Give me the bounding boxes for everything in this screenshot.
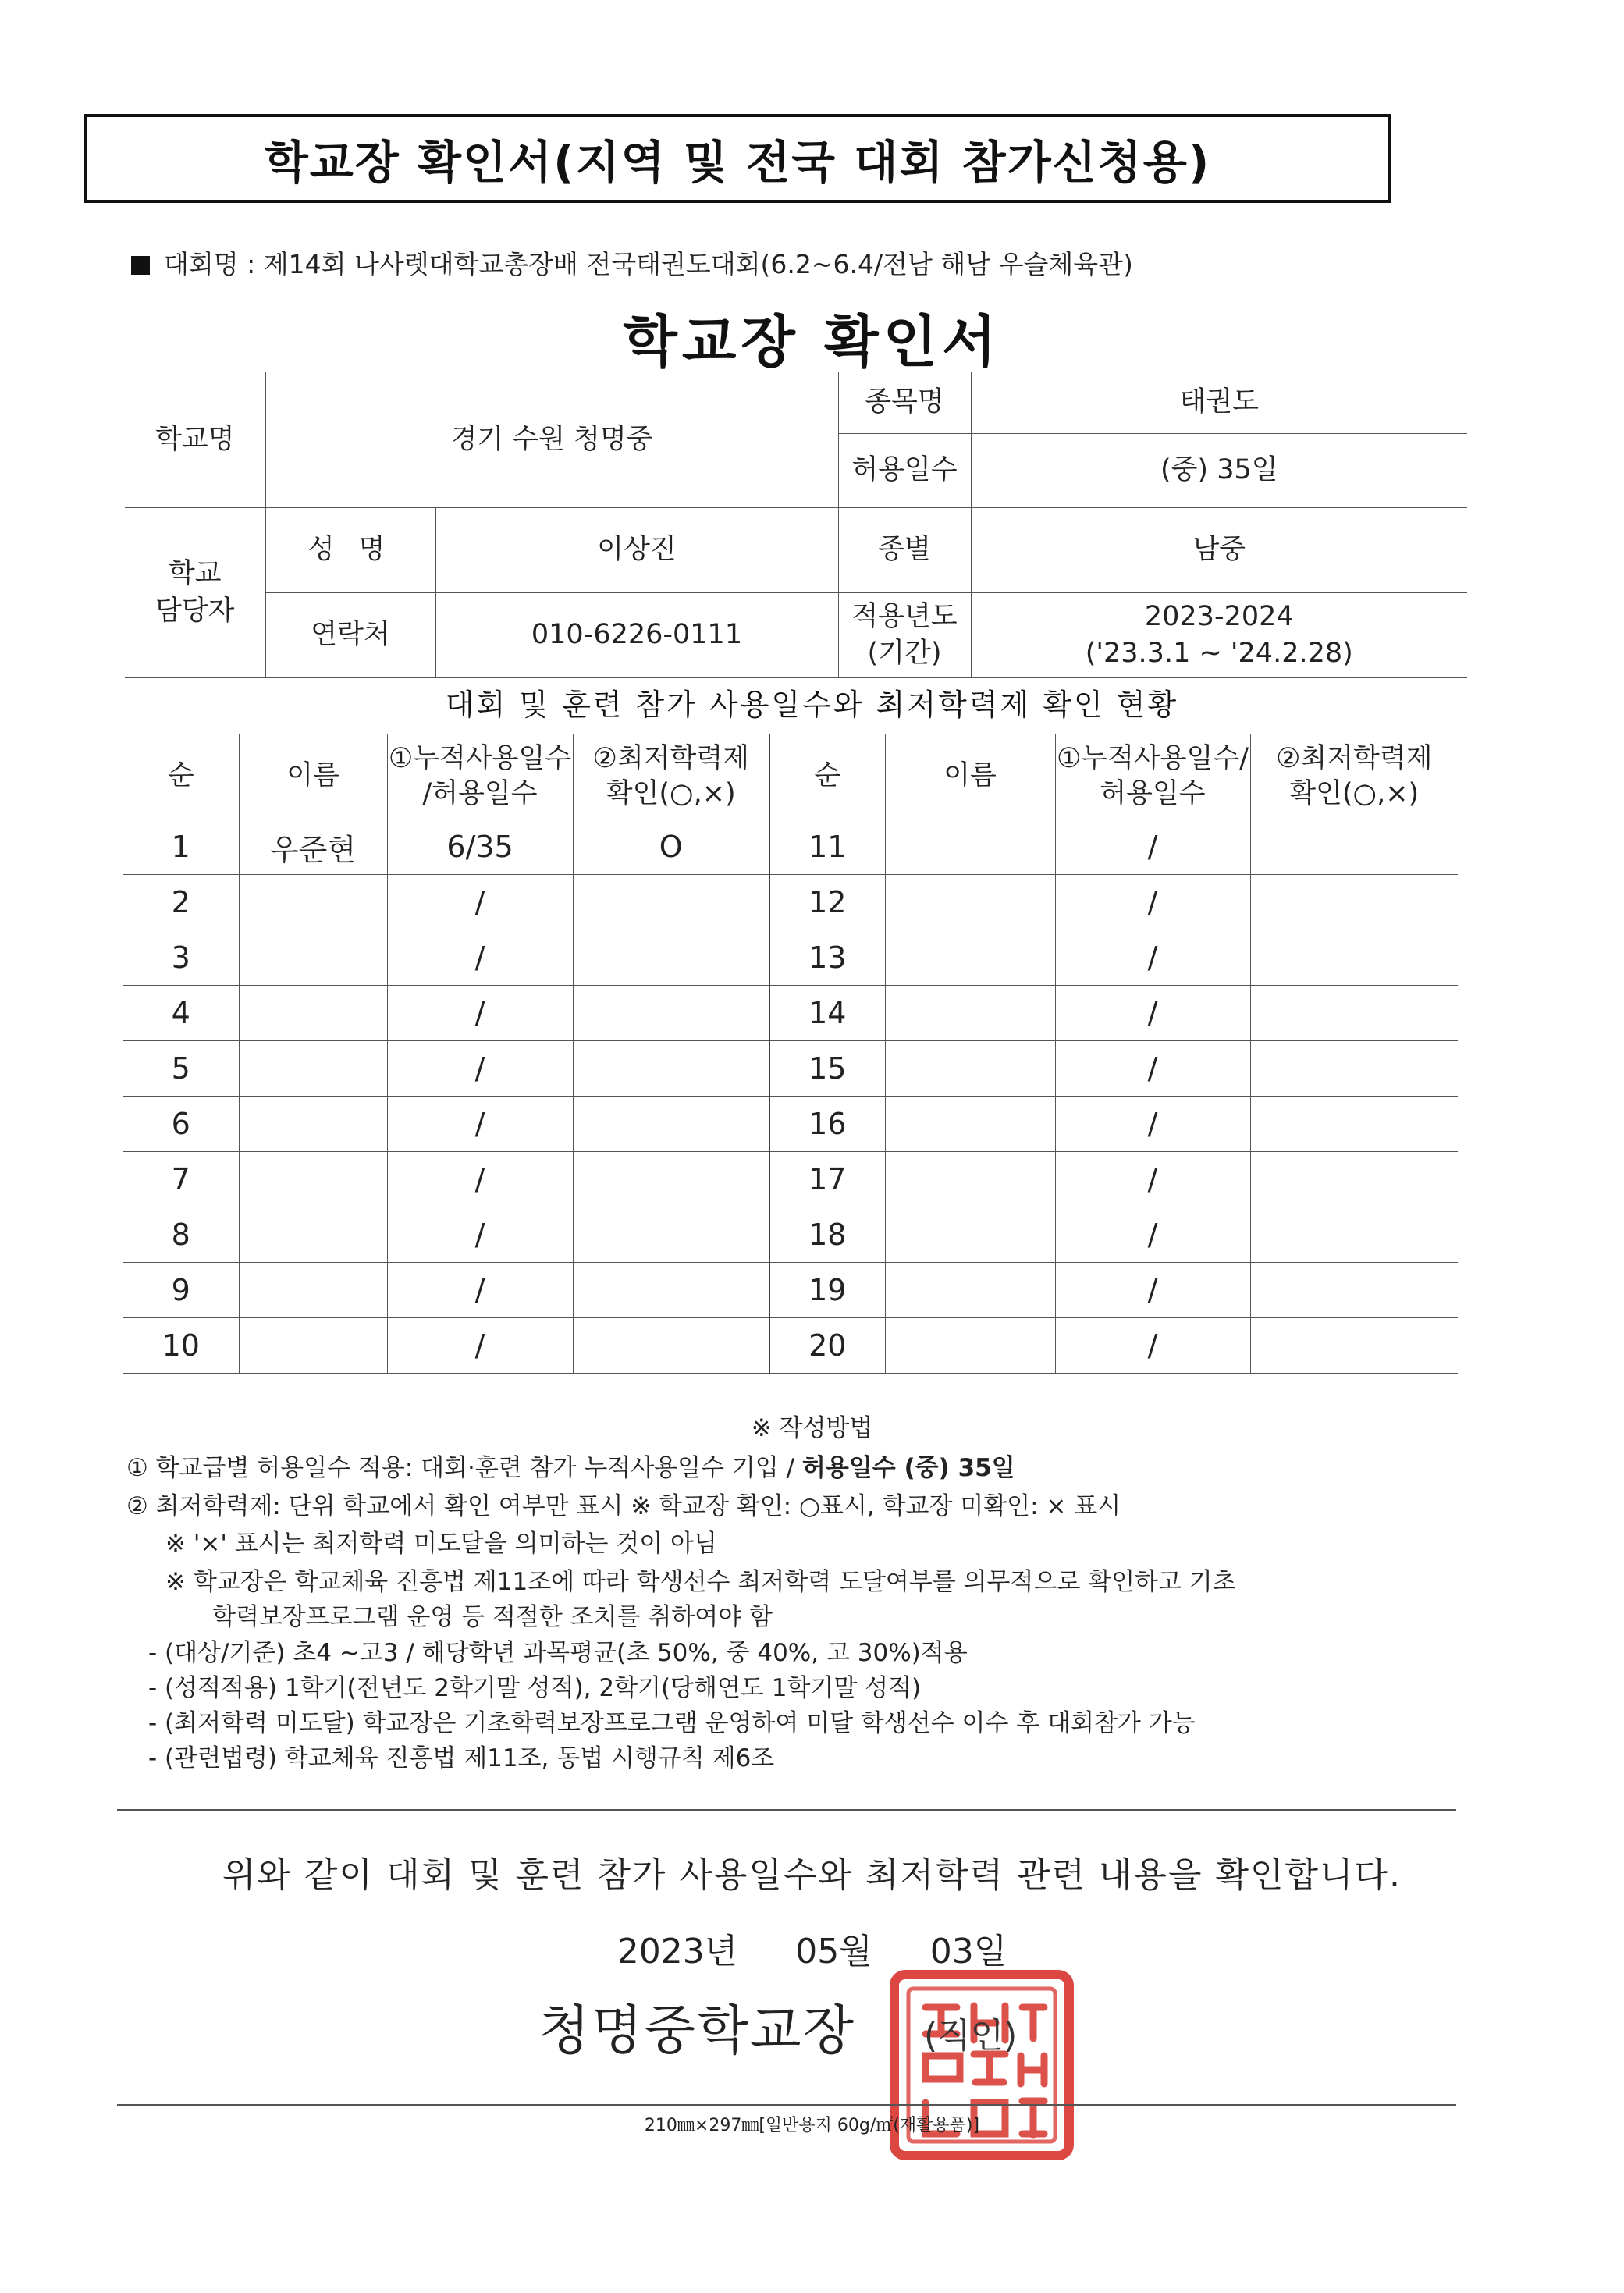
record-days-left: / [387, 875, 573, 930]
date-month: 05월 [795, 1932, 872, 1971]
header-no-left: 순 [123, 734, 239, 819]
record-name-left [239, 1207, 387, 1263]
square-bullet-icon [131, 256, 150, 275]
record-name-right [885, 1207, 1055, 1263]
division-label: 종별 [838, 508, 971, 593]
record-name-right [885, 1263, 1055, 1318]
header-name-left: 이름 [239, 734, 387, 819]
record-days-left: 6/35 [387, 819, 573, 875]
table-row [123, 986, 1458, 1041]
record-no-left: 9 [123, 1263, 239, 1318]
header-no-right: 순 [769, 734, 885, 819]
school-info-table [125, 372, 1467, 678]
record-no-left: 5 [123, 1041, 239, 1097]
instruction-note-1: ※ '×' 표시는 최저학력 미도달을 의미하는 것이 아님 [165, 1530, 717, 1558]
record-no-left: 6 [123, 1097, 239, 1152]
period-label: 적용년도 (기간) [838, 593, 971, 678]
record-no-right: 15 [769, 1041, 885, 1097]
table-row [123, 930, 1458, 986]
paper-spec: 210㎜×297㎜[일반용지 60g/㎡(재활용품)] [644, 2116, 980, 2135]
allowed-days-value: (중) 35일 [971, 434, 1467, 508]
record-name-left [239, 1263, 387, 1318]
seal-note: (직인) [924, 2016, 1018, 2056]
record-days-right: / [1055, 986, 1250, 1041]
record-no-right: 11 [769, 819, 885, 875]
record-check-left [573, 1041, 769, 1097]
record-no-right: 18 [769, 1207, 885, 1263]
record-check-left [573, 1097, 769, 1152]
record-no-left: 8 [123, 1207, 239, 1263]
event-name-line [131, 244, 1133, 281]
record-no-left: 1 [123, 819, 239, 875]
confirmation-statement: 위와 같이 대회 및 훈련 참가 사용일수와 최저학력 관련 내용을 확인합니다. [222, 1855, 1402, 1895]
record-name-left [239, 875, 387, 930]
record-no-left: 10 [123, 1318, 239, 1374]
record-no-right: 19 [769, 1263, 885, 1318]
date-day: 03일 [929, 1932, 1007, 1971]
record-no-left: 7 [123, 1152, 239, 1207]
instruction-dash-4: - (관련법령) 학교체육 진흥법 제11조, 동법 시행규칙 제6조 [148, 1744, 775, 1772]
record-no-right: 14 [769, 986, 885, 1041]
doc-heading: 학교장 확인서 [623, 309, 1001, 375]
record-name-left [239, 1041, 387, 1097]
contact-label: 연락처 [265, 593, 435, 678]
instruction-note-2a: ※ 학교장은 학교체육 진흥법 제11조에 따라 학생선수 최저학력 도달여부를 의무적으로 확인하고 기초 [165, 1568, 1236, 1596]
header-days-right: ①누적사용일수/ 허용일수 [1055, 734, 1250, 819]
record-name-right [885, 875, 1055, 930]
record-check-right [1250, 1097, 1458, 1152]
instruction-dash-3: - (최저학력 미도달) 학교장은 기초학력보장프로그램 운영하여 미달 학생선수 이수 후 대회참가 가능 [148, 1709, 1196, 1737]
event-type-label: 종목명 [838, 372, 971, 434]
table-row [123, 1207, 1458, 1263]
header-days-left: ①누적사용일수 /허용일수 [387, 734, 573, 819]
record-name-left [239, 930, 387, 986]
record-name-right [885, 1041, 1055, 1097]
record-days-left: / [387, 930, 573, 986]
record-no-left: 2 [123, 875, 239, 930]
records-table [123, 734, 1458, 1374]
record-check-left [573, 1318, 769, 1374]
record-check-right [1250, 1318, 1458, 1374]
contact-value: 010-6226-0111 [435, 593, 838, 678]
record-check-left [573, 986, 769, 1041]
instructions-title: ※ 작성방법 [751, 1414, 873, 1442]
header-check-right: ②최저학력제 확인(○,×) [1250, 734, 1458, 819]
record-check-right [1250, 1207, 1458, 1263]
person-name-value: 이상진 [435, 508, 838, 593]
table-row [123, 1041, 1458, 1097]
record-days-right: / [1055, 1097, 1250, 1152]
date-line [0, 1923, 1624, 1973]
school-name-value: 경기 수원 청명중 [265, 372, 838, 508]
record-days-right: / [1055, 1263, 1250, 1318]
instruction-dash-2: - (성적적용) 1학기(전년도 2학기말 성적), 2학기(당해연도 1학기말 성적) [148, 1674, 922, 1702]
header-check-left: ②최저학력제 확인(○,×) [573, 734, 769, 819]
record-no-left: 3 [123, 930, 239, 986]
record-days-left: / [387, 986, 573, 1041]
person-name-label: 성 명 [265, 508, 435, 593]
record-no-right: 16 [769, 1097, 885, 1152]
record-name-right [885, 930, 1055, 986]
divider-bottom [117, 2104, 1456, 2106]
record-check-left [573, 1207, 769, 1263]
table-row [123, 1152, 1458, 1207]
record-check-right [1250, 819, 1458, 875]
record-check-right [1250, 875, 1458, 930]
record-no-left: 4 [123, 986, 239, 1041]
record-check-right [1250, 986, 1458, 1041]
instruction-item-1-text: ① 학교급별 허용일수 적용: 대회·훈련 참가 누적사용일수 기입 / [126, 1454, 802, 1482]
record-name-right [885, 1152, 1055, 1207]
document-title: 학교장 확인서(지역 및 전국 대회 참가신청용) [264, 136, 1211, 189]
date-year: 2023년 [617, 1932, 738, 1971]
record-days-right: / [1055, 1041, 1250, 1097]
record-check-left [573, 930, 769, 986]
table-row [123, 1097, 1458, 1152]
record-no-right: 12 [769, 875, 885, 930]
table-row [123, 875, 1458, 930]
period-value: 2023-2024 ('23.3.1 ~ '24.2.28) [971, 593, 1467, 678]
record-no-right: 17 [769, 1152, 885, 1207]
record-days-left: / [387, 1097, 573, 1152]
record-days-right: / [1055, 1152, 1250, 1207]
event-type-value: 태권도 [971, 372, 1467, 434]
records-header-row [123, 734, 1458, 819]
record-days-left: / [387, 1152, 573, 1207]
record-check-left [573, 875, 769, 930]
record-check-left: O [573, 819, 769, 875]
table-row [123, 1263, 1458, 1318]
manager-label: 학교 담당자 [125, 508, 265, 678]
division-value: 남중 [971, 508, 1467, 593]
record-check-right [1250, 1041, 1458, 1097]
table-row [123, 819, 1458, 875]
record-no-right: 13 [769, 930, 885, 986]
allowed-days-label: 허용일수 [838, 434, 971, 508]
divider-top [117, 1809, 1456, 1811]
instruction-dash-1: - (대상/기준) 초4 ~고3 / 해당학년 과목평균(초 50%, 중 40%, 고 30%)적용 [148, 1639, 968, 1667]
record-days-right: / [1055, 875, 1250, 930]
record-check-right [1250, 1152, 1458, 1207]
record-name-right [885, 1318, 1055, 1374]
document-title-box [84, 114, 1391, 203]
event-name-text: 대회명 : 제14회 나사렛대학교총장배 전국태권도대회(6.2~6.4/전남 해남 우슬체육관) [164, 249, 1133, 279]
record-check-right [1250, 1263, 1458, 1318]
record-name-left [239, 986, 387, 1041]
instruction-item-1-bold: 허용일수 (중) 35일 [801, 1454, 1015, 1482]
record-name-right [885, 986, 1055, 1041]
record-name-left [239, 1097, 387, 1152]
record-name-left: 우준현 [239, 819, 387, 875]
record-days-left: / [387, 1318, 573, 1374]
record-check-right [1250, 930, 1458, 986]
school-name-label: 학교명 [125, 372, 265, 508]
principal-name: 청명중학교장 [538, 2000, 856, 2062]
record-days-right: / [1055, 1207, 1250, 1263]
header-name-right: 이름 [885, 734, 1055, 819]
instruction-item-1 [126, 1448, 1015, 1483]
instruction-note-2b: 학력보장프로그램 운영 등 적절한 조치를 취하여야 함 [212, 1603, 773, 1631]
record-name-right [885, 1097, 1055, 1152]
record-days-left: / [387, 1263, 573, 1318]
table-row [123, 1318, 1458, 1374]
record-check-left [573, 1263, 769, 1318]
record-days-right: / [1055, 930, 1250, 986]
record-name-left [239, 1318, 387, 1374]
records-heading: 대회 및 훈련 참가 사용일수와 최저학력제 확인 현황 [445, 688, 1179, 722]
record-days-right: / [1055, 1318, 1250, 1374]
record-name-right [885, 819, 1055, 875]
record-check-left [573, 1152, 769, 1207]
instruction-item-2: ② 최저학력제: 단위 학교에서 확인 여부만 표시 ※ 학교장 확인: ○표시, 학교장 미확인: × 표시 [126, 1492, 1121, 1520]
record-days-right: / [1055, 819, 1250, 875]
record-name-left [239, 1152, 387, 1207]
record-no-right: 20 [769, 1318, 885, 1374]
record-days-left: / [387, 1041, 573, 1097]
record-days-left: / [387, 1207, 573, 1263]
